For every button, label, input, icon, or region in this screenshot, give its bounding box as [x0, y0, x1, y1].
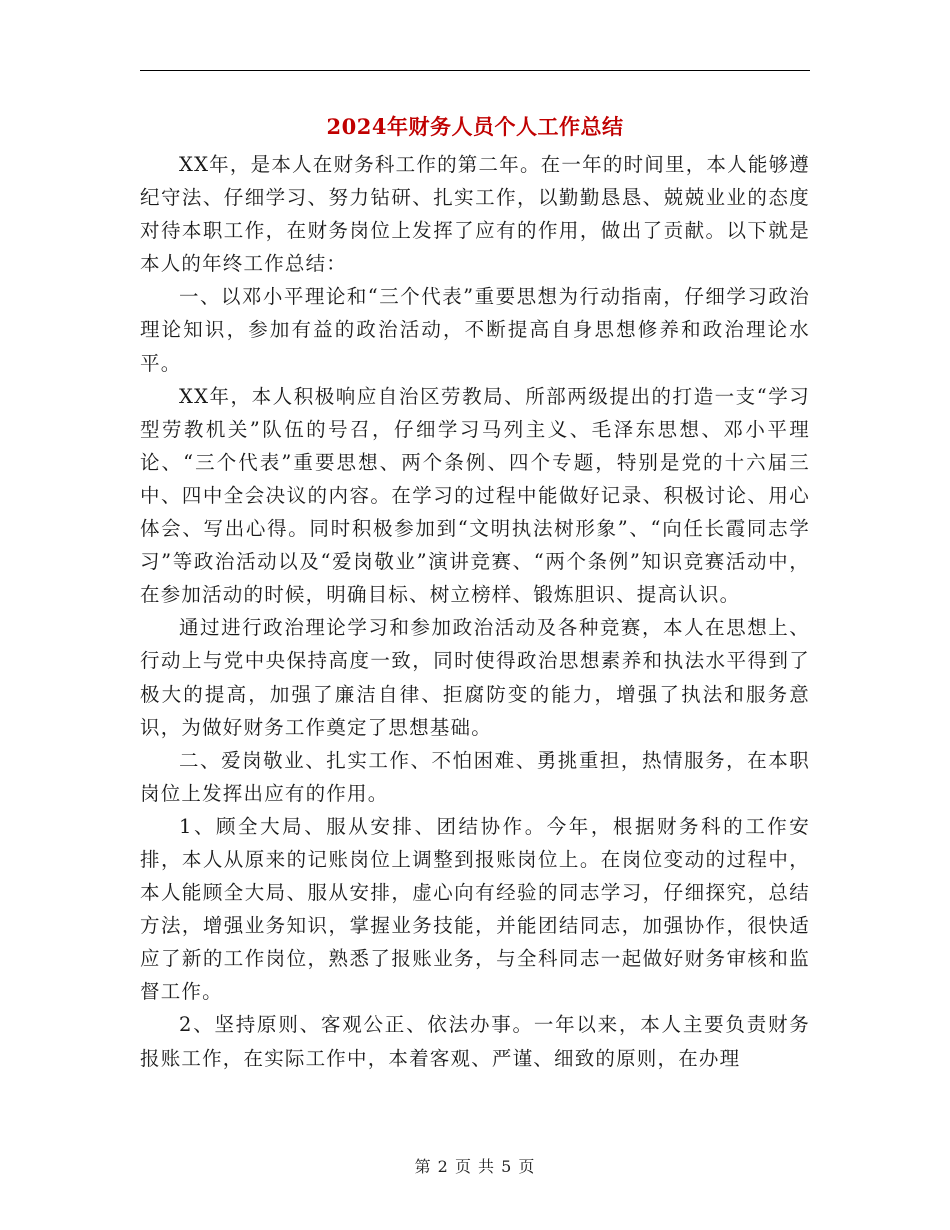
page-footer: 第 2 页 共 5 页 — [414, 1157, 536, 1176]
paragraph-section-1-heading: 一、以邓小平理论和“三个代表”重要思想为行动指南，仔细学习政治理论知识，参加有益的政治活动，不断提高自身思想修养和政治理论水平。 — [140, 285, 810, 375]
paragraph-item-2: 2、坚持原则、客观公正、依法办事。一年以来，本人主要负责财务报账工作，在实际工作中，本着客观、严谨、细致的原则，在办理 — [140, 1013, 810, 1070]
paragraph-study: XX年，本人积极响应自治区劳教局、所部两级提出的打造一支“学习型劳教机关”队伍的号召，仔细学习马列主义、毛泽东思想、邓小平理论、“三个代表”重要思想、两个条例、四个专题，特别是党的十六届三中、四中全会决议的内容。在学习的过程中能做好记录、积极讨论、用心体会、写出心得。同时积极参加到“文明执法树形象”、“向任长霞同志学习”等政治活动以及“爱岗敬业”演讲竞赛、“两个条例”知识竞赛活动中，在参加活动的时候，明确目标、树立榜样、锻炼胆识、提高认识。 — [140, 384, 810, 607]
paragraph-study-result: 通过进行政治理论学习和参加政治活动及各种竞赛，本人在思想上、行动上与党中央保持高度一致，同时使得政治思想素养和执法水平得到了极大的提高，加强了廉洁自律、拒腐防变的能力，增强了执法和服务意识，为做好财务工作奠定了思想基础。 — [140, 616, 810, 739]
document-body — [140, 148, 810, 1075]
header-rule — [140, 70, 810, 71]
document-title: 2024年财务人员个人工作总结 — [326, 114, 624, 139]
paragraph-intro: XX年，是本人在财务科工作的第二年。在一年的时间里，本人能够遵纪守法、仔细学习、努力钻研、扎实工作，以勤勤恳恳、兢兢业业的态度对待本职工作，在财务岗位上发挥了应有的作用，做出了贡献。以下就是本人的年终工作总结： — [140, 153, 810, 276]
paragraph-item-1: 1、顾全大局、服从安排、团结协作。今年，根据财务科的工作安排，本人从原来的记账岗位上调整到报账岗位上。在岗位变动的过程中，本人能顾全大局、服从安排，虚心向有经验的同志学习，仔细探究，总结方法，增强业务知识，掌握业务技能，并能团结同志，加强协作，很快适应了新的工作岗位，熟悉了报账业务，与全科同志一起做好财务审核和监督工作。 — [140, 814, 810, 1004]
paragraph-section-2-heading: 二、爱岗敬业、扎实工作、不怕困难、勇挑重担，热情服务，在本职岗位上发挥出应有的作用。 — [140, 748, 810, 805]
